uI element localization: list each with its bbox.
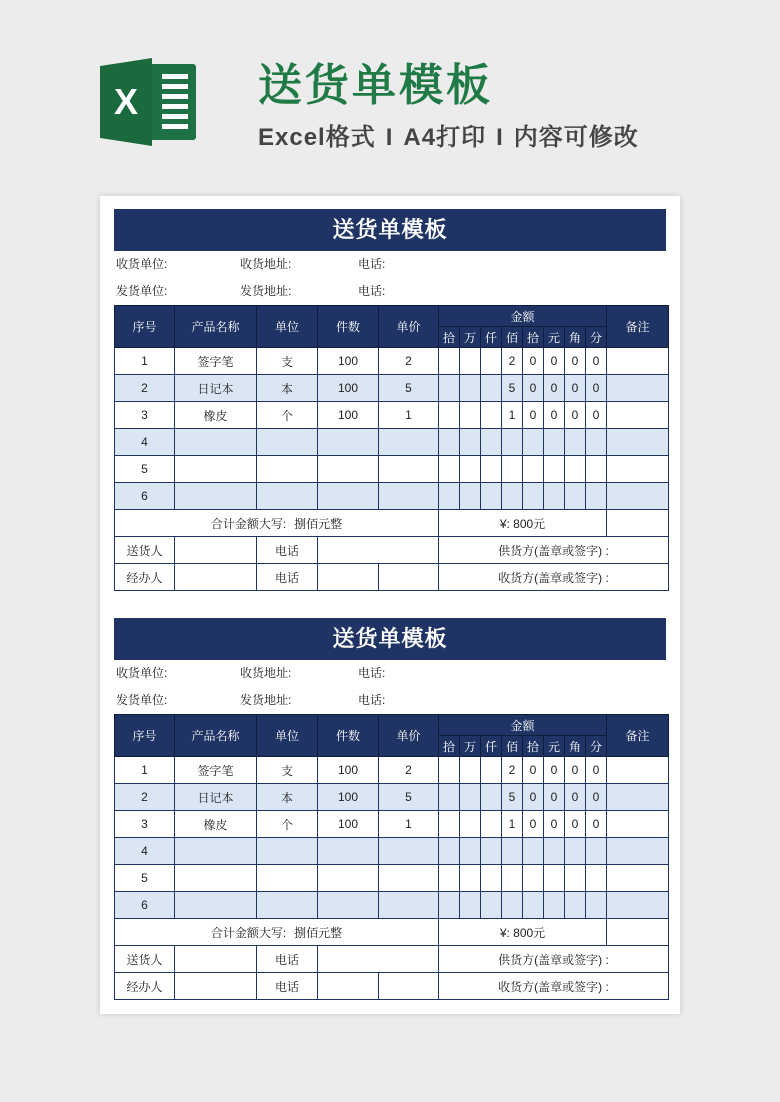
header-digit-place: 拾 [523,327,544,348]
handler-phone-value[interactable] [318,564,379,591]
deliverer-label: 送货人 [115,946,175,973]
deliverer-row [115,537,669,564]
deliverer-value[interactable] [175,946,257,973]
row-amount-digit[interactable]: 0 [565,375,586,402]
row-seq: 4 [115,429,175,456]
header-digit-place: 拾 [523,736,544,757]
excel-logo-icon [100,56,200,148]
header-remark: 备注 [607,715,669,757]
row-amount-digit[interactable]: 0 [523,757,544,784]
delivery-form [114,618,666,1000]
header-seq: 序号 [115,306,175,348]
header-digit-place: 角 [565,736,586,757]
header-quantity: 件数 [318,715,379,757]
row-amount-digit[interactable] [460,784,481,811]
row-remark[interactable] [607,757,669,784]
sender-address-label: 发货地址: [240,284,292,298]
row-amount-digit[interactable] [481,429,502,456]
recipient-signature[interactable]: 收货方(盖章或签字) : [439,564,669,591]
row-seq: 5 [115,456,175,483]
total-amount: ¥: 800元 [439,919,607,946]
receiver-unit-label: 收货单位: [116,257,168,271]
row-amount-digit[interactable]: 1 [502,402,523,429]
row-unit[interactable]: 支 [257,348,318,375]
row-amount-digit[interactable]: 0 [565,402,586,429]
header-unit: 单位 [257,715,318,757]
row-remark[interactable] [607,811,669,838]
handler-label: 经办人 [115,973,175,1000]
row-amount-digit[interactable] [565,865,586,892]
row-quantity[interactable] [318,838,379,865]
table-row [115,456,669,483]
handler-phone-label: 电话 [257,973,318,1000]
row-product-name[interactable]: 签字笔 [175,757,257,784]
row-remark[interactable] [607,483,669,510]
recipient-signature[interactable]: 收货方(盖章或签字) : [439,973,669,1000]
row-amount-digit[interactable] [439,865,460,892]
header-digit-place: 角 [565,327,586,348]
row-amount-digit[interactable] [565,838,586,865]
sender-unit-label: 发货单位: [116,693,168,707]
total-in-words [115,510,439,537]
row-amount-digit[interactable] [544,838,565,865]
header-seq: 序号 [115,715,175,757]
header-digit-place: 万 [460,327,481,348]
row-amount-digit[interactable] [544,892,565,919]
form-title: 送货单模板 [114,618,666,660]
table-row [115,784,669,811]
row-amount-digit[interactable] [481,402,502,429]
row-amount-digit[interactable] [523,838,544,865]
row-amount-digit[interactable]: 0 [586,348,607,375]
row-remark[interactable] [607,838,669,865]
row-unit[interactable] [257,838,318,865]
row-amount-digit[interactable]: 0 [523,348,544,375]
header-digit-place: 拾 [439,327,460,348]
header-price: 单价 [379,306,439,348]
row-price[interactable]: 1 [379,811,439,838]
delivery-form [114,209,666,591]
header-digit-place: 万 [460,736,481,757]
row-amount-digit[interactable]: 0 [565,811,586,838]
sender-unit-label: 发货单位: [116,284,168,298]
row-amount-digit[interactable]: 0 [523,402,544,429]
row-unit[interactable]: 本 [257,784,318,811]
row-amount-digit[interactable] [481,838,502,865]
row-quantity[interactable]: 100 [318,348,379,375]
row-product-name[interactable]: 签字笔 [175,348,257,375]
total-row [115,919,669,946]
row-remark[interactable] [607,892,669,919]
row-price[interactable]: 1 [379,402,439,429]
table-row [115,865,669,892]
row-quantity[interactable] [318,483,379,510]
header-product-name: 产品名称 [175,306,257,348]
total-text: 捌佰元整 [294,925,343,940]
table-row [115,375,669,402]
handler-extra-cell[interactable] [379,564,439,591]
handler-row [115,564,669,591]
header-digit-place: 分 [586,736,607,757]
row-amount-digit[interactable]: 0 [586,811,607,838]
receiver-phone-label: 电话: [358,666,386,680]
table-row [115,811,669,838]
handler-value[interactable] [175,564,257,591]
row-amount-digit[interactable]: 0 [565,348,586,375]
row-product-name[interactable] [175,892,257,919]
row-product-name[interactable] [175,838,257,865]
row-amount-digit[interactable] [481,348,502,375]
table-row [115,402,669,429]
delivery-table [114,305,669,591]
total-row [115,510,669,537]
row-amount-digit[interactable] [439,402,460,429]
row-remark[interactable] [607,784,669,811]
row-amount-digit[interactable] [565,483,586,510]
table-row [115,838,669,865]
row-amount-digit[interactable] [502,456,523,483]
row-amount-digit[interactable] [586,838,607,865]
total-text: 捌佰元整 [294,516,343,531]
row-remark[interactable] [607,865,669,892]
row-amount-digit[interactable] [481,892,502,919]
table-row [115,348,669,375]
row-amount-digit[interactable]: 0 [544,402,565,429]
supplier-signature[interactable]: 供货方(盖章或签字) : [439,537,669,564]
subtitle-print: A4打印 [403,124,487,151]
row-amount-digit[interactable]: 2 [502,757,523,784]
row-product-name[interactable] [175,865,257,892]
row-amount-digit[interactable] [460,483,481,510]
header-amount: 金额 [439,306,607,327]
row-amount-digit[interactable]: 0 [586,757,607,784]
row-product-name[interactable]: 橡皮 [175,811,257,838]
sender-phone-label: 电话: [358,284,386,298]
row-amount-digit[interactable] [544,456,565,483]
row-remark[interactable] [607,402,669,429]
row-seq: 5 [115,865,175,892]
row-unit[interactable] [257,865,318,892]
row-amount-digit[interactable]: 0 [544,784,565,811]
row-amount-digit[interactable]: 0 [565,757,586,784]
row-quantity[interactable]: 100 [318,375,379,402]
supplier-signature[interactable]: 供货方(盖章或签字) : [439,946,669,973]
row-amount-digit[interactable] [439,429,460,456]
row-price[interactable] [379,838,439,865]
row-seq: 4 [115,838,175,865]
row-seq: 1 [115,757,175,784]
handler-extra-cell[interactable] [379,973,439,1000]
handler-label: 经办人 [115,564,175,591]
receiver-info-row [114,251,666,278]
document-page [100,196,680,1014]
row-remark[interactable] [607,429,669,456]
row-amount-digit[interactable] [523,429,544,456]
row-amount-digit[interactable] [481,811,502,838]
row-amount-digit[interactable] [439,456,460,483]
row-amount-digit[interactable] [439,811,460,838]
header-digit-place: 仟 [481,736,502,757]
row-amount-digit[interactable]: 0 [586,375,607,402]
row-remark[interactable] [607,375,669,402]
row-unit[interactable] [257,429,318,456]
row-seq: 6 [115,483,175,510]
row-amount-digit[interactable]: 0 [523,784,544,811]
sender-info-row [114,687,666,714]
row-seq: 6 [115,892,175,919]
row-amount-digit[interactable] [523,865,544,892]
row-amount-digit[interactable]: 2 [502,348,523,375]
row-product-name[interactable]: 日记本 [175,784,257,811]
row-unit[interactable] [257,892,318,919]
header-digit-place: 元 [544,736,565,757]
handler-row [115,973,669,1000]
row-amount-digit[interactable] [565,429,586,456]
row-amount-digit[interactable] [586,456,607,483]
row-unit[interactable] [257,483,318,510]
row-amount-digit[interactable]: 0 [523,811,544,838]
row-amount-digit[interactable] [439,348,460,375]
deliverer-phone-value[interactable] [318,946,439,973]
row-amount-digit[interactable] [439,375,460,402]
row-remark[interactable] [607,348,669,375]
row-amount-digit[interactable] [544,483,565,510]
row-amount-digit[interactable] [523,483,544,510]
row-unit[interactable]: 个 [257,811,318,838]
row-unit[interactable]: 支 [257,757,318,784]
row-amount-digit[interactable] [481,865,502,892]
row-amount-digit[interactable] [460,375,481,402]
receiver-info-row [114,660,666,687]
header-unit: 单位 [257,306,318,348]
delivery-table [114,714,669,1000]
total-remark [607,510,669,537]
subtitle-editable: 内容可修改 [513,124,639,151]
row-amount-digit[interactable] [586,892,607,919]
row-amount-digit[interactable] [460,757,481,784]
deliverer-label: 送货人 [115,537,175,564]
row-price[interactable]: 5 [379,784,439,811]
row-amount-digit[interactable] [439,483,460,510]
row-amount-digit[interactable]: 0 [544,757,565,784]
svg-text:X: X [113,81,139,122]
sender-phone-label: 电话: [358,693,386,707]
header-price: 单价 [379,715,439,757]
row-seq: 2 [115,375,175,402]
row-amount-digit[interactable]: 0 [586,402,607,429]
row-seq: 3 [115,402,175,429]
row-amount-digit[interactable]: 0 [565,784,586,811]
table-row [115,429,669,456]
row-amount-digit[interactable] [523,456,544,483]
row-amount-digit[interactable] [523,892,544,919]
row-product-name[interactable] [175,483,257,510]
row-quantity[interactable] [318,456,379,483]
row-quantity[interactable] [318,865,379,892]
row-amount-digit[interactable]: 0 [544,811,565,838]
header-digit-place: 佰 [502,327,523,348]
page-title: 送货单模板 [258,61,493,110]
deliverer-phone-value[interactable] [318,537,439,564]
subtitle-format: Excel格式 [258,124,376,151]
header-digit-place: 拾 [439,736,460,757]
row-unit[interactable]: 本 [257,375,318,402]
deliverer-phone-label: 电话 [257,946,318,973]
row-amount-digit[interactable]: 5 [502,375,523,402]
handler-value[interactable] [175,973,257,1000]
row-price[interactable]: 2 [379,757,439,784]
sender-info-row [114,278,666,305]
header-digit-place: 仟 [481,327,502,348]
row-amount-digit[interactable]: 0 [586,784,607,811]
receiver-unit-label: 收货单位: [116,666,168,680]
row-price[interactable] [379,456,439,483]
row-price[interactable] [379,865,439,892]
receiver-address-label: 收货地址: [240,666,292,680]
row-product-name[interactable] [175,429,257,456]
deliverer-row [115,946,669,973]
row-amount-digit[interactable] [481,456,502,483]
row-seq: 1 [115,348,175,375]
page-subtitle [258,122,639,154]
header-remark: 备注 [607,306,669,348]
row-amount-digit[interactable] [544,865,565,892]
row-amount-digit[interactable] [460,892,481,919]
row-seq: 2 [115,784,175,811]
subtitle-separator: I [385,124,394,151]
row-amount-digit[interactable] [460,402,481,429]
form-title: 送货单模板 [114,209,666,251]
row-amount-digit[interactable] [439,838,460,865]
total-label: 合计金额大写: [210,516,287,531]
row-amount-digit[interactable] [502,892,523,919]
header-amount: 金额 [439,715,607,736]
row-quantity[interactable]: 100 [318,757,379,784]
header-product-name: 产品名称 [175,715,257,757]
row-price[interactable]: 5 [379,375,439,402]
row-amount-digit[interactable] [586,865,607,892]
row-seq: 3 [115,811,175,838]
row-amount-digit[interactable] [586,483,607,510]
receiver-address-label: 收货地址: [240,257,292,271]
total-in-words [115,919,439,946]
row-amount-digit[interactable] [439,892,460,919]
row-product-name[interactable] [175,456,257,483]
table-row [115,483,669,510]
row-amount-digit[interactable] [460,456,481,483]
row-amount-digit[interactable] [586,429,607,456]
row-quantity[interactable]: 100 [318,784,379,811]
row-unit[interactable] [257,456,318,483]
total-amount: ¥: 800元 [439,510,607,537]
row-amount-digit[interactable] [460,429,481,456]
row-quantity[interactable]: 100 [318,811,379,838]
row-unit[interactable]: 个 [257,402,318,429]
row-amount-digit[interactable] [502,838,523,865]
row-price[interactable] [379,483,439,510]
row-price[interactable] [379,429,439,456]
row-amount-digit[interactable] [481,757,502,784]
row-amount-digit[interactable]: 5 [502,784,523,811]
total-label: 合计金额大写: [210,925,287,940]
row-amount-digit[interactable] [565,892,586,919]
row-amount-digit[interactable] [460,838,481,865]
row-product-name[interactable]: 橡皮 [175,402,257,429]
header-digit-place: 分 [586,327,607,348]
row-amount-digit[interactable] [481,483,502,510]
deliverer-phone-label: 电话 [257,537,318,564]
row-amount-digit[interactable] [502,865,523,892]
row-amount-digit[interactable]: 0 [523,375,544,402]
table-row [115,757,669,784]
row-amount-digit[interactable] [502,483,523,510]
row-quantity[interactable]: 100 [318,402,379,429]
row-amount-digit[interactable] [439,757,460,784]
row-price[interactable] [379,892,439,919]
header-quantity: 件数 [318,306,379,348]
row-remark[interactable] [607,456,669,483]
handler-phone-label: 电话 [257,564,318,591]
sender-address-label: 发货地址: [240,693,292,707]
row-amount-digit[interactable] [460,348,481,375]
row-amount-digit[interactable]: 0 [544,375,565,402]
row-amount-digit[interactable] [460,865,481,892]
total-remark [607,919,669,946]
row-amount-digit[interactable] [502,429,523,456]
row-amount-digit[interactable] [481,784,502,811]
subtitle-separator: I [496,124,504,151]
row-price[interactable]: 2 [379,348,439,375]
row-amount-digit[interactable]: 0 [544,348,565,375]
row-amount-digit[interactable] [460,811,481,838]
row-product-name[interactable]: 日记本 [175,375,257,402]
header-digit-place: 元 [544,327,565,348]
handler-phone-value[interactable] [318,973,379,1000]
header-digit-place: 佰 [502,736,523,757]
deliverer-value[interactable] [175,537,257,564]
row-amount-digit[interactable] [565,456,586,483]
row-amount-digit[interactable] [544,429,565,456]
row-amount-digit[interactable] [439,784,460,811]
row-amount-digit[interactable]: 1 [502,811,523,838]
row-quantity[interactable] [318,892,379,919]
row-quantity[interactable] [318,429,379,456]
table-row [115,892,669,919]
receiver-phone-label: 电话: [358,257,386,271]
row-amount-digit[interactable] [481,375,502,402]
